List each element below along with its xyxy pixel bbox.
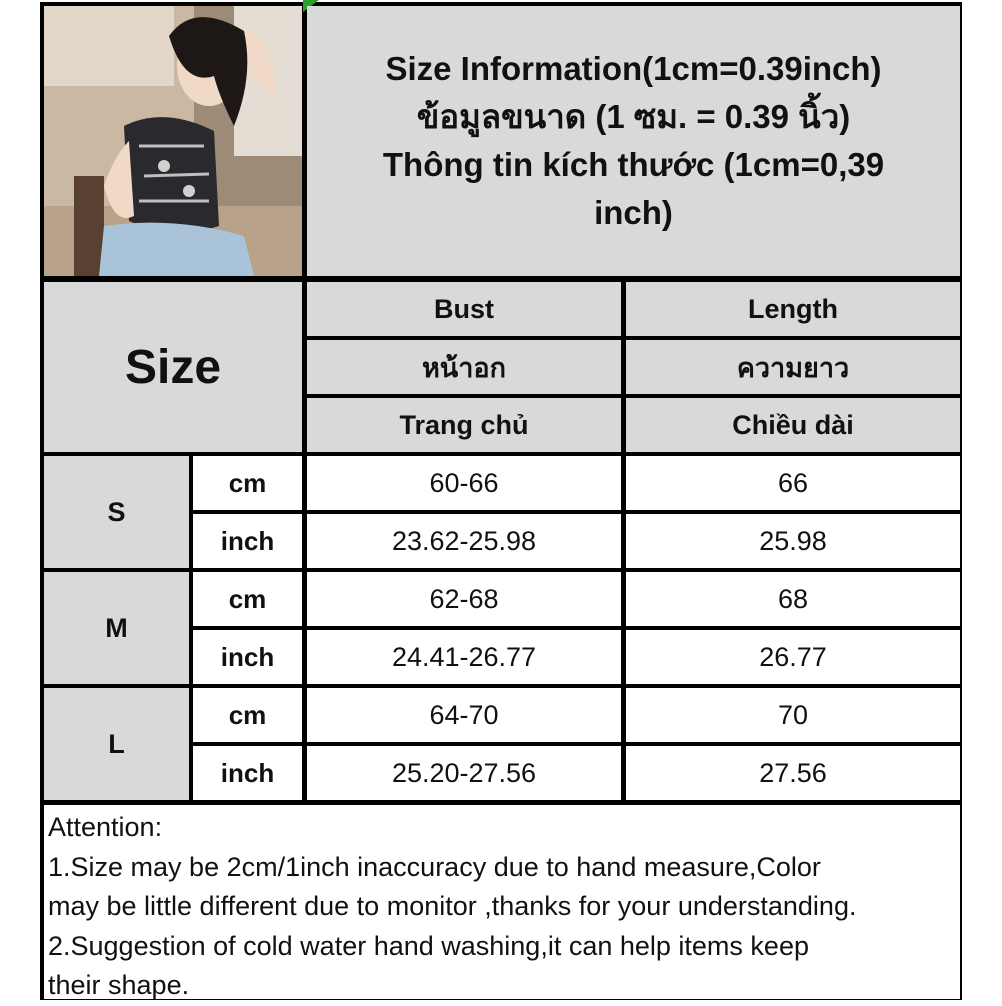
- bust-header-vi: Trang chủ: [307, 398, 621, 452]
- size-column-header: Size: [44, 282, 302, 452]
- size-information-title: [307, 6, 960, 276]
- length-header-th: ความยาว: [626, 340, 960, 394]
- bust-header-en: Bust: [307, 282, 621, 336]
- size-s-inch-label: inch: [193, 514, 302, 568]
- attention-line-4: their shape.: [48, 970, 190, 1000]
- attention-heading: Attention:: [48, 812, 163, 842]
- size-m-label: M: [44, 572, 189, 684]
- attention-notes: [44, 805, 960, 999]
- title-line-vi-cont: inch): [594, 194, 673, 231]
- size-l-bust-cm: 64-70: [307, 688, 621, 742]
- size-m-length-inch: 26.77: [626, 630, 960, 684]
- title-line-vi: Thông tin kích thước (1cm=0,39: [382, 146, 885, 183]
- attention-line-2: may be little different due to monitor ,thanks for your understanding.: [48, 891, 857, 921]
- product-photo: [44, 6, 302, 276]
- size-l-bust-inch: 25.20-27.56: [307, 746, 621, 800]
- model-image: [44, 6, 302, 276]
- length-header-en: Length: [626, 282, 960, 336]
- length-header-vi: Chiều dài: [626, 398, 960, 452]
- attention-line-1: 1.Size may be 2cm/1inch inaccuracy due to hand measure,Color: [48, 851, 821, 882]
- size-s-label: S: [44, 456, 189, 568]
- size-m-inch-label: inch: [193, 630, 302, 684]
- attention-line-3: 2.Suggestion of cold water hand washing,it can help items keep: [48, 930, 809, 961]
- size-l-cm-label: cm: [193, 688, 302, 742]
- size-s-bust-inch: 23.62-25.98: [307, 514, 621, 568]
- size-m-cm-label: cm: [193, 572, 302, 626]
- size-s-cm-label: cm: [193, 456, 302, 510]
- title-line-th: ข้อมูลขนาด (1 ซม. = 0.39 นิ้ว): [416, 98, 851, 135]
- size-m-length-cm: 68: [626, 572, 960, 626]
- size-s-length-inch: 25.98: [626, 514, 960, 568]
- title-line-en: Size Information(1cm=0.39inch): [385, 50, 882, 87]
- size-l-length-cm: 70: [626, 688, 960, 742]
- size-l-inch-label: inch: [193, 746, 302, 800]
- size-m-bust-inch: 24.41-26.77: [307, 630, 621, 684]
- size-m-bust-cm: 62-68: [307, 572, 621, 626]
- bust-header-th: หน้าอก: [307, 340, 621, 394]
- size-s-length-cm: 66: [626, 456, 960, 510]
- size-l-label: L: [44, 688, 189, 800]
- size-l-length-inch: 27.56: [626, 746, 960, 800]
- size-s-bust-cm: 60-66: [307, 456, 621, 510]
